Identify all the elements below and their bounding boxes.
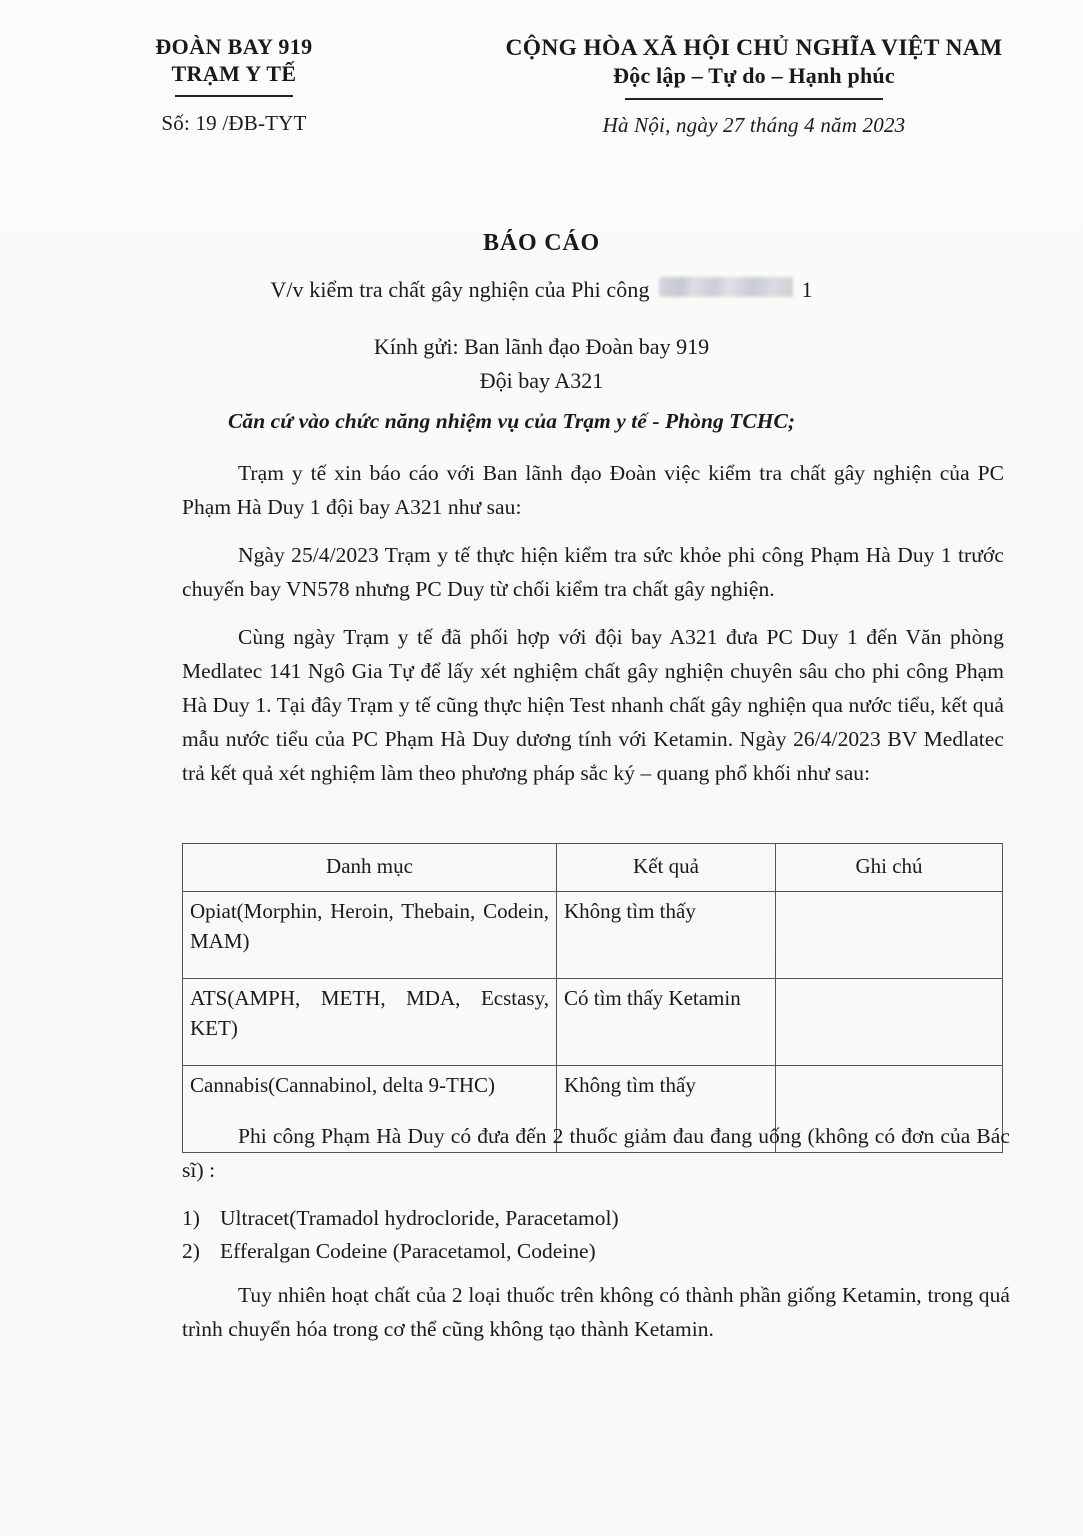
- national-heading-block: [444, 34, 1064, 138]
- list-item-number: 1): [182, 1205, 200, 1230]
- document-tail: [182, 1120, 1010, 1361]
- table-row: [183, 978, 1003, 1065]
- cell-result: Không tìm thấy: [557, 1065, 776, 1152]
- recipients-block: [0, 330, 1083, 398]
- cell-note: [776, 978, 1003, 1065]
- cell-category: ATS(AMPH, METH, MDA, Ecstasy, KET): [183, 978, 557, 1065]
- table-row: [183, 891, 1003, 978]
- test-results-table-wrapper: [182, 843, 1002, 1153]
- document-subject: [0, 277, 1083, 303]
- redacted-name-block: [659, 277, 793, 297]
- body-paragraph-1: Trạm y tế xin báo cáo với Ban lãnh đạo Đoàn việc kiểm tra chất gây nghiện của PC Phạm Hà Duy 1 đội bay A321 như sau:: [182, 460, 1004, 519]
- document-body: [182, 405, 1004, 805]
- column-header-note: Ghi chú: [776, 844, 1003, 892]
- recipient-line-1: Kính gửi: Ban lãnh đạo Đoàn bay 919: [373, 334, 710, 359]
- organization-name: ĐOÀN BAY 919: [155, 34, 313, 59]
- body-paragraph-5: Tuy nhiên hoạt chất của 2 loại thuốc trên không có thành phần giống Ketamin, trong quá trình chuyển hóa trong cơ thể cũng không tạo thành Ketamin.: [182, 1282, 1010, 1341]
- cell-category: Cannabis(Cannabinol, delta 9-THC): [183, 1065, 557, 1152]
- body-paragraph-3: Cùng ngày Trạm y tế đã phối hợp với đội bay A321 đưa PC Duy 1 đến Văn phòng Medlatec 141 Ngô Gia Tự để lấy xét nghiệm chất gây nghiện chuyên sâu cho phi công Phạm Hà Duy 1. Tại đây Trạm y tế cũng thực hiện Test nhanh chất gây nghiện qua nước tiểu, kết quả mẫu nước tiểu của PC Phạm Hà Duy dương tính với Ketamin. Ngày 26/4/2023 BV Medlatec trả kết quả xét nghiệm làm theo phương pháp sắc ký – quang phổ khối như sau:: [182, 624, 1004, 785]
- table-header-row: [183, 844, 1003, 892]
- document-number: Số: 19 /ĐB-TYT: [161, 110, 307, 135]
- recipient-line-2: Đội bay A321: [479, 368, 604, 394]
- test-results-table: [182, 843, 1003, 1153]
- cell-category: Opiat(Morphin, Heroin, Thebain, Codein, MAM): [183, 891, 557, 978]
- list-item-number: 2): [182, 1239, 200, 1264]
- list-item: [182, 1202, 1010, 1235]
- column-header-category: Danh mục: [183, 844, 557, 892]
- cell-result: Không tìm thấy: [557, 891, 776, 978]
- subject-prefix-text: V/v kiểm tra chất gây nghiện của Phi công: [270, 277, 650, 302]
- national-title: CỘNG HÒA XÃ HỘI CHỦ NGHĨA VIỆT NAM: [505, 35, 1003, 61]
- national-motto: Độc lập – Tự do – Hạnh phúc: [613, 63, 895, 89]
- medication-list: [182, 1202, 1010, 1269]
- body-paragraph-2: Ngày 25/4/2023 Trạm y tế thực hiện kiểm tra sức khỏe phi công Phạm Hà Duy 1 trước chuyến bay VN578 nhưng PC Duy từ chối kiểm tra chất gây nghiện.: [182, 542, 1004, 601]
- body-paragraph-4: Phi công Phạm Hà Duy có đưa đến 2 thuốc giảm đau đang uống (không có đơn của Bác sĩ) :: [182, 1124, 1010, 1182]
- legal-basis-paragraph: Căn cứ vào chức năng nhiệm vụ của Trạm y tế - Phòng TCHC;: [228, 409, 796, 433]
- page-title: BÁO CÁO: [483, 230, 600, 256]
- header-divider-right: [625, 98, 883, 100]
- list-item-label: Efferalgan Codeine (Paracetamol, Codeine): [220, 1239, 596, 1264]
- list-item-label: Ultracet(Tramadol hydrocloride, Paracetamol): [220, 1205, 619, 1230]
- header-divider-left: [175, 95, 293, 97]
- cell-result: Có tìm thấy Ketamin: [557, 978, 776, 1065]
- subject-suffix-text: 1: [801, 277, 813, 302]
- list-item: [182, 1235, 1010, 1268]
- cell-note: [776, 891, 1003, 978]
- place-and-date: Hà Nội, ngày 27 tháng 4 năm 2023: [602, 112, 906, 137]
- document-header: [0, 34, 1083, 138]
- title-block: [0, 230, 1083, 303]
- organization-unit: TRẠM Y TẾ: [171, 60, 297, 86]
- column-header-result: Kết quả: [557, 844, 776, 892]
- issuing-organization-block: [0, 34, 444, 136]
